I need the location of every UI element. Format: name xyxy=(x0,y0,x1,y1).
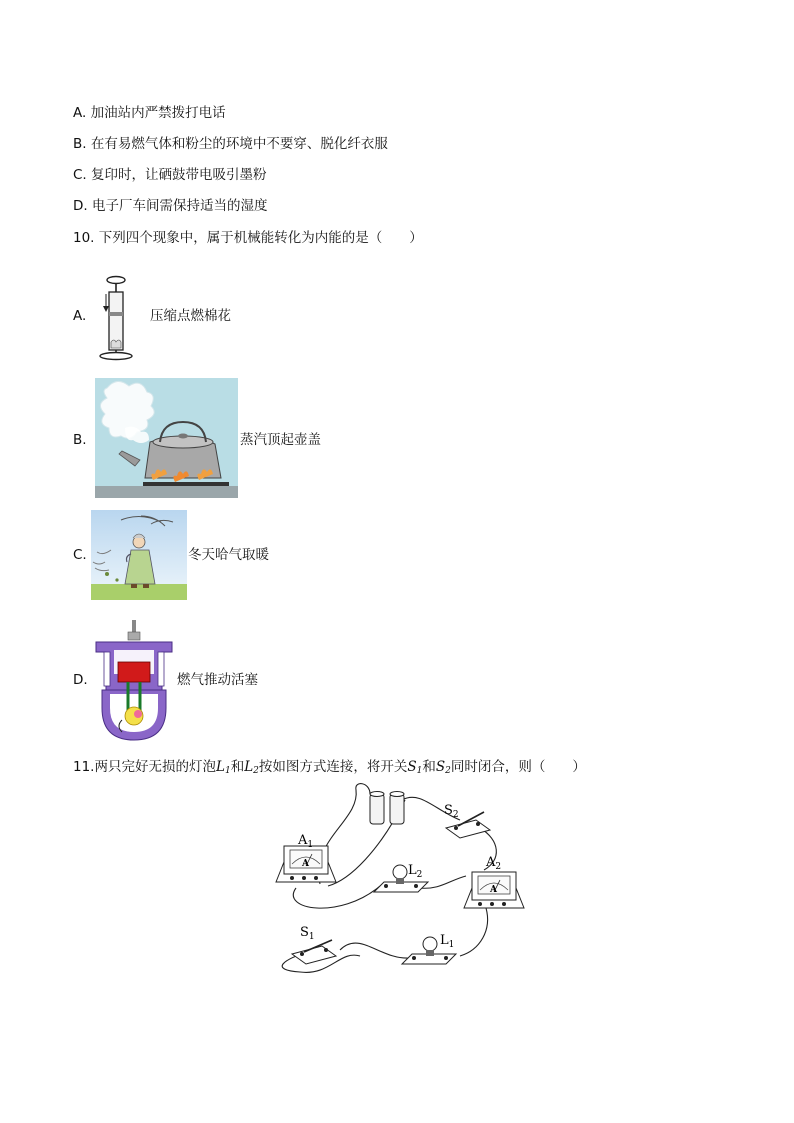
q10-option-c-letter: C. xyxy=(73,547,87,563)
boiling-kettle-image xyxy=(95,378,238,498)
q11-stem: 11.两只完好无损的灯泡$L_1$和$L_2$按如图方式连接，将开关$S_1$和$S_2$同时闭合，则（ ） xyxy=(73,759,586,776)
q10-stem: 10. 下列四个现象中，属于机械能转化为内能的是（ ） xyxy=(73,230,423,246)
q11-var-l2: $L_2$ xyxy=(244,759,259,776)
label-a2: $A_2$ xyxy=(486,855,502,872)
switch-s1 xyxy=(292,940,336,964)
battery-cells xyxy=(370,792,404,825)
engine-cylinder-image xyxy=(92,620,176,744)
q10-option-b-caption: 蒸汽顶起壶盖 xyxy=(240,432,321,448)
q10-option-a-caption: 压缩点燃棉花 xyxy=(150,308,231,324)
circuit-diagram xyxy=(270,780,530,980)
q11-var-s2: $S_2$ xyxy=(435,759,451,776)
label-s1: $S_1$ xyxy=(300,925,315,942)
q11-var-l1: $L_1$ xyxy=(215,759,231,776)
svg-text:A: A xyxy=(302,859,309,869)
compression-cylinder-image xyxy=(96,272,136,362)
q9-option-b: B. 在有易燃气体和粉尘的环境中不要穿、脱化纤衣服 xyxy=(73,136,388,152)
label-l2: $L_2$ xyxy=(408,863,423,880)
q11-var-s1: $S_1$ xyxy=(407,759,423,776)
ammeter-a1 xyxy=(276,846,336,882)
label-l1: $L_1$ xyxy=(440,933,455,950)
label-s2: $S_2$ xyxy=(444,803,459,820)
q9-option-d: D. 电子厂车间需保持适当的湿度 xyxy=(73,198,268,214)
q11-number: 11. xyxy=(73,759,95,775)
winter-breath-image xyxy=(91,510,187,600)
ammeter-a2 xyxy=(464,872,524,908)
label-a1: $A_1$ xyxy=(298,833,314,850)
svg-text:A: A xyxy=(490,885,497,895)
q10-option-d-letter: D. xyxy=(73,672,88,688)
q10-option-a-letter: A. xyxy=(73,308,87,324)
q9-option-a: A. 加油站内严禁拨打电话 xyxy=(73,105,226,121)
q10-option-b-letter: B. xyxy=(73,432,87,448)
q10-option-c-caption: 冬天哈气取暖 xyxy=(188,547,269,563)
q9-option-c: C. 复印时，让硒鼓带电吸引墨粉 xyxy=(73,167,267,183)
q10-option-d-caption: 燃气推动活塞 xyxy=(177,672,258,688)
